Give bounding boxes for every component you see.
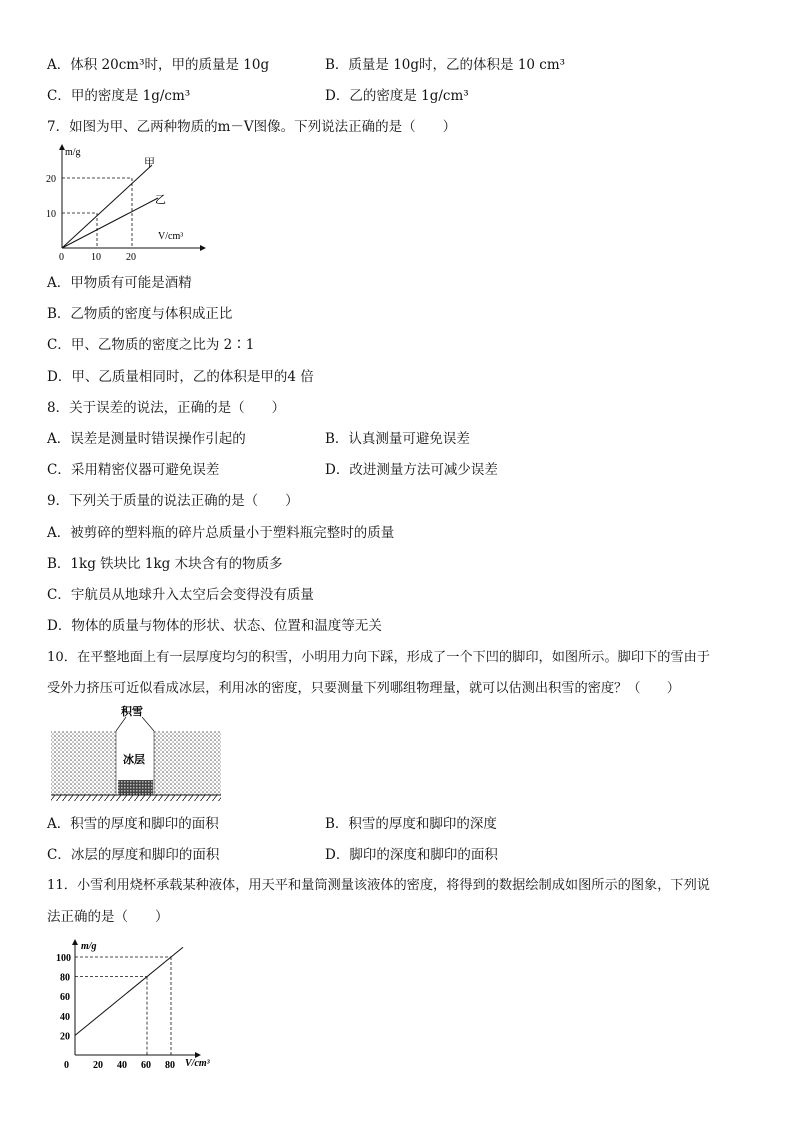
ice-layer <box>118 780 153 795</box>
q9-option-c: C．宇航员从地球升入太空后会变得没有质量 <box>47 587 314 603</box>
q7-option-a: A．甲物质有可能是酒精 <box>47 275 192 291</box>
q11-stem-line2: 法正确的是（ ） <box>47 909 169 925</box>
q7-ylabel: m/g <box>65 147 81 158</box>
q7-stem: 7．如图为甲、乙两种物质的m－V图像。下列说法正确的是（ ） <box>47 119 457 135</box>
q11-ytick-60: 60 <box>60 992 70 1004</box>
q6-option-d: D．乙的密度是 1g/cm³ <box>325 88 469 104</box>
snow-left <box>51 731 116 795</box>
q7-mv-graph <box>40 140 210 265</box>
q10-option-c: C．冰层的厚度和脚印的面积 <box>47 847 220 863</box>
q7-line-jia <box>62 165 152 248</box>
q10-stem-line2: 受外力挤压可近似看成冰层，利用冰的密度，只要测量下列哪组物理量，就可以估测出积雪的密度？（ ） <box>47 681 680 696</box>
q11-data-line <box>75 947 183 1035</box>
q7-xtick-20: 20 <box>126 252 136 263</box>
q7-line-yi <box>62 198 158 248</box>
q10-option-b: B．积雪的厚度和脚印的深度 <box>325 816 497 832</box>
q7-label-jia: 甲 <box>144 157 155 169</box>
q11-xtick-60: 60 <box>141 1060 151 1071</box>
q11-ylabel: m/g <box>81 941 97 952</box>
q11-ytick-40: 40 <box>60 1011 70 1023</box>
q6-option-c: C．甲的密度是 1g/cm³ <box>47 88 191 104</box>
q9-option-d: D．物体的质量与物体的形状、状态、位置和温度等无关 <box>47 618 382 634</box>
q7-option-d: D．甲、乙质量相同时，乙的体积是甲的4 倍 <box>47 369 314 385</box>
q7-xtick-10: 10 <box>91 252 101 263</box>
q11-xtick-0: 0 <box>64 1060 69 1071</box>
ground <box>51 795 221 801</box>
q7-origin: 0 <box>59 252 64 263</box>
q10-option-d: D．脚印的深度和脚印的面积 <box>325 847 498 863</box>
q10-label-snow: 积雪 <box>121 706 143 718</box>
q7-xlabel: V/cm³ <box>158 231 184 242</box>
snow-right <box>154 731 221 795</box>
q10-stem-line1: 10．在平整地面上有一层厚度均匀的积雪，小明用力向下踩，形成了一个下凹的脚印，如图所示。脚印下的雪由于 <box>47 650 710 665</box>
q7-option-b: B．乙物质的密度与体积成正比 <box>47 306 233 322</box>
q7-label-yi: 乙 <box>155 194 166 206</box>
q11-xtick-40: 40 <box>117 1060 127 1071</box>
q10-option-a: A．积雪的厚度和脚印的面积 <box>47 816 219 832</box>
q9-option-a: A．被剪碎的塑料瓶的碎片总质量小于塑料瓶完整时的质量 <box>47 525 395 541</box>
q8-option-a: A．误差是测量时错误操作引起的 <box>47 431 246 447</box>
q9-option-b: B．1kg 铁块比 1kg 木块含有的物质多 <box>47 556 283 572</box>
q11-xlabel: V/cm³ <box>185 1058 210 1069</box>
q7-ytick-10: 10 <box>46 209 56 220</box>
q11-chart <box>55 935 225 1075</box>
q10-label-ice: 冰层 <box>123 754 145 766</box>
q6-option-b: B．质量是 10g时，乙的体积是 10 cm³ <box>325 57 566 73</box>
q11-xtick-20: 20 <box>93 1060 103 1071</box>
q11-ytick-100: 100 <box>56 953 71 964</box>
q11-ytick-80: 80 <box>60 972 70 984</box>
q11-ytick-20: 20 <box>60 1031 70 1043</box>
q7-ytick-20: 20 <box>46 174 56 185</box>
q11-xtick-80: 80 <box>165 1060 175 1071</box>
q7-option-c: C．甲、乙物质的密度之比为 2∶1 <box>47 337 255 353</box>
q6-option-a: A．体积 20cm³时，甲的质量是 10g <box>47 57 270 73</box>
q8-option-d: D．改进测量方法可减少误差 <box>325 462 498 478</box>
q9-stem: 9．下列关于质量的说法正确的是（ ） <box>47 493 299 509</box>
q8-option-c: C．采用精密仪器可避免误差 <box>47 462 220 478</box>
q10-snow-diagram <box>46 703 226 806</box>
q8-option-b: B．认真测量可避免误差 <box>325 431 470 447</box>
q11-stem-line1: 11．小雪利用烧杯承载某种液体，用天平和量筒测量该液体的密度，将得到的数据绘制成如图所示的图象，下列说 <box>47 878 710 893</box>
q8-stem: 8．关于误差的说法，正确的是（ ） <box>47 400 286 416</box>
